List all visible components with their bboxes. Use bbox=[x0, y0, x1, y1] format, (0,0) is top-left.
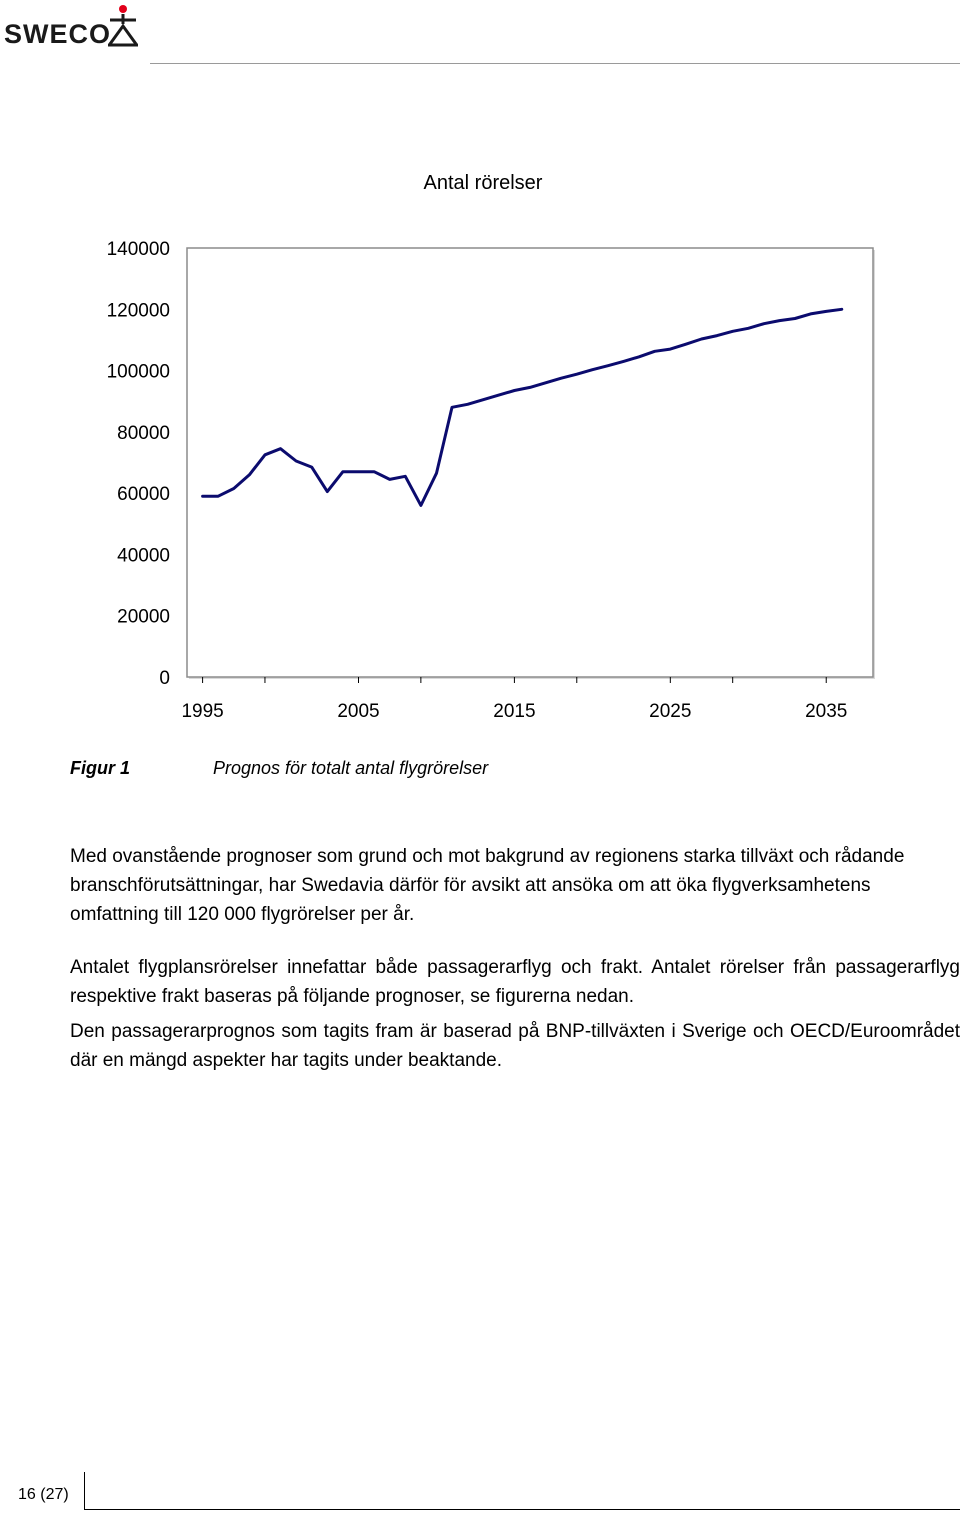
x-tick-label: 2025 bbox=[649, 701, 692, 722]
y-tick-label: 140000 bbox=[106, 239, 170, 260]
chart-title: Antal rörelser bbox=[423, 172, 543, 194]
y-tick-label: 80000 bbox=[117, 422, 170, 444]
figure-caption: Prognos för totalt antal flygrörelser bbox=[213, 758, 489, 778]
footer-divider-vertical bbox=[84, 1472, 85, 1510]
paragraph-2: Antalet flygplansrörelser innefattar både passagerarflyg och frakt. Antalet rörelser från passagerarflyg respektive frakt baseras på följande prognoser, se figurerna nedan. bbox=[70, 957, 960, 1007]
x-tick-label: 2015 bbox=[493, 701, 536, 722]
x-tick-label: 1995 bbox=[181, 701, 224, 722]
footer-divider-horizontal bbox=[84, 1509, 960, 1510]
plot-area-frame bbox=[187, 248, 873, 677]
x-tick-label: 2005 bbox=[337, 701, 380, 722]
y-tick-label: 60000 bbox=[117, 484, 170, 506]
y-tick-label: 40000 bbox=[117, 545, 170, 567]
figure-label: Figur 1 bbox=[70, 758, 131, 778]
paragraph-1: Med ovanstående prognoser som grund och mot bakgrund av regionens starka tillväxt och rådande branschförutsättningar, har Swedavia därför för avsikt att ansöka om att öka flygverksamhetens omfattning till 120 000 flygrörelser per år. bbox=[70, 846, 905, 925]
sweco-logo-text: SWECO bbox=[4, 19, 112, 49]
y-tick-label: 20000 bbox=[117, 606, 170, 628]
paragraph-3: Den passagerarprognos som tagits fram är baserad på BNP-tillväxten i Sverige och OECD/Euroområdet där en mängd aspekter har tagits under beaktande. bbox=[70, 1021, 960, 1071]
page-number: 16 (27) bbox=[18, 1486, 69, 1503]
movements-line-chart bbox=[0, 0, 960, 740]
x-tick-label: 2035 bbox=[805, 701, 848, 722]
y-tick-label: 100000 bbox=[106, 361, 170, 383]
y-tick-label: 0 bbox=[159, 668, 170, 689]
y-tick-label: 120000 bbox=[106, 300, 170, 322]
